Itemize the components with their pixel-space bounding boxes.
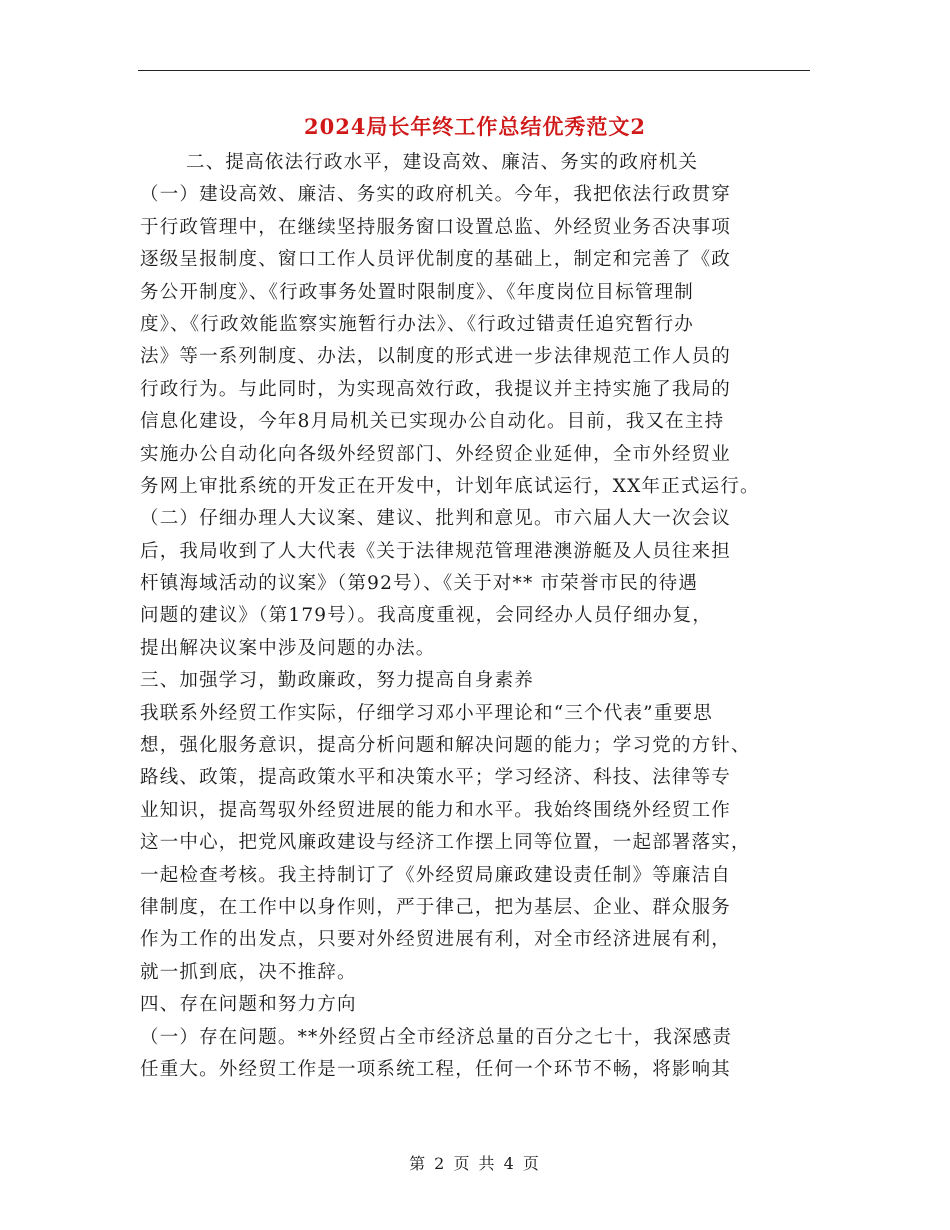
page-number-footer: 第 2 页 共 4 页	[409, 1154, 541, 1173]
paragraph-line: 我联系外经贸工作实际，仔细学习邓小平理论和“三个代表”重要思	[140, 702, 713, 724]
paragraph-line: 后，我局收到了人大代表《关于法律规范管理港澳游艇及人员往来担	[140, 540, 732, 562]
paragraph-line: 这一中心，把党风廉政建设与经济工作摆上同等位置，一起部署落实，	[140, 832, 751, 854]
paragraph-line: 业知识，提高驾驭外经贸进展的能力和水平。我始终围绕外经贸工作	[140, 799, 732, 821]
paragraph-line: 于行政管理中，在继续坚持服务窗口设置总监、外经贸业务否决事项	[140, 216, 732, 238]
paragraph-line: 逐级呈报制度、窗口工作人员评优制度的基础上，制定和完善了《政	[140, 249, 732, 271]
paragraph-line: 就一抓到底，决不推辞。	[140, 961, 357, 983]
paragraph-line: 务网上审批系统的开发正在开发中，计划年底试运行，XX年正式运行。	[140, 475, 760, 497]
paragraph-line: 杆镇海域活动的议案》（第92号）、《关于对** 市荣誉市民的待遇	[140, 573, 699, 595]
paragraph-line: （一）建设高效、廉洁、务实的政府机关。今年，我把依法行政贯穿	[140, 184, 732, 206]
paragraph-line: 实施办公自动化向各级外经贸部门、外经贸企业延伸，全市外经贸业	[140, 443, 732, 465]
paragraph-line: 律制度，在工作中以身作则，严于律己，把为基层、企业、群众服务	[140, 896, 732, 918]
document-title: 2024局长年终工作总结优秀范文2	[303, 114, 647, 139]
paragraph-line: 作为工作的出发点，只要对外经贸进展有利，对全市经济进展有利，	[140, 929, 732, 951]
paragraph-line: 度》、《行政效能监察实施暂行办法》、《行政过错责任追究暂行办	[140, 313, 695, 335]
paragraph-line: 问题的建议》（第179号）。我高度重视，会同经办人员仔细办复，	[140, 605, 713, 627]
paragraph-line: 提出解决议案中涉及问题的办法。	[140, 637, 436, 659]
paragraph-line: （一）存在问题。**外经贸占全市经济总量的百分之七十，我深感责	[140, 1026, 733, 1048]
section-heading-4: 四、存在问题和努力方向	[140, 994, 357, 1016]
paragraph-line: 想，强化服务意识，提高分析问题和解决问题的能力；学习党的方针、	[140, 735, 751, 757]
section-heading-2: 二、提高依法行政水平，建设高效、廉洁、务实的政府机关	[186, 152, 699, 173]
paragraph-line: 路线、政策，提高政策水平和决策水平；学习经济、科技、法律等专	[140, 767, 732, 789]
paragraph-line: 行政行为。与此同时，为实现高效行政，我提议并主持实施了我局的	[140, 378, 732, 400]
paragraph-line: 任重大。外经贸工作是一项系统工程，任何一个环节不畅，将影响其	[140, 1058, 732, 1080]
section-heading-3: 三、加强学习，勤政廉政，努力提高自身素养	[140, 670, 535, 692]
header-rule	[138, 70, 810, 71]
paragraph-line: 一起检查考核。我主持制订了《外经贸局廉政建设责任制》等廉洁自	[140, 864, 732, 886]
paragraph-line: 信息化建设，今年8月局机关已实现办公自动化。目前，我又在主持	[140, 411, 725, 433]
document-body	[140, 147, 820, 1086]
paragraph-line: （二）仔细办理人大议案、建议、批判和意见。市六届人大一次会议	[140, 508, 732, 530]
paragraph-line: 务公开制度》、《行政事务处置时限制度》、《年度岗位目标管理制	[140, 281, 695, 303]
paragraph-line: 法》等一系列制度、办法，以制度的形式进一步法律规范工作人员的	[140, 346, 732, 368]
